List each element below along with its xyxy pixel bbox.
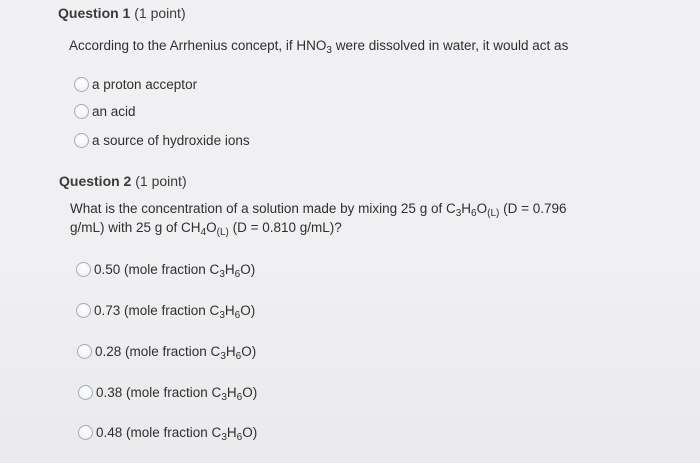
option-label: an acid [92,104,136,119]
question-2-option-1[interactable] [76,262,256,280]
option-label: 0.73 (mole fraction $C_3H_6O$) [94,303,256,321]
option-label: 0.48 (mole fraction $C_3H_6O$) [96,425,258,443]
radio-button[interactable] [74,104,89,119]
radio-button[interactable] [78,385,93,400]
radio-button[interactable] [77,344,92,359]
radio-button[interactable] [74,133,89,148]
question-1-heading [58,5,186,21]
question-1-option-1[interactable] [74,77,197,92]
option-label: 0.50 (mole fraction $C_3H_6O$) [94,262,256,280]
radio-button[interactable] [76,303,91,318]
option-label: a source of hydroxide ions [92,133,250,148]
question-2-option-5[interactable] [78,425,258,443]
radio-button[interactable] [78,425,93,440]
question-2-points: (1 point) [135,173,187,189]
question-1-text: According to the Arrhenius concept, if $HNO_3$ were dissolved in water, it would act as [69,38,569,56]
question-1-title: Question 1 [58,5,131,21]
option-label: 0.38 (mole fraction $C_3H_6O$) [96,385,258,403]
question-2-heading [59,173,187,189]
radio-button[interactable] [76,262,91,277]
question-1-points: (1 point) [134,5,186,21]
question-2-text-line-2: g/mL) with 25 g of $CH_4O_{(L)}$ (D = 0.810 g/mL)? [70,220,342,238]
question-2-text-line-1: What is the concentration of a solution made by mixing 25 g of $C_3H_6O_{(L)}$ (D = 0.796 [70,201,567,219]
option-label: a proton acceptor [92,77,198,92]
radio-button[interactable] [74,77,89,92]
question-2-text [70,199,590,237]
option-label: 0.28 (mole fraction $C_3H_6O$) [95,344,257,362]
question-2-option-2[interactable] [76,303,256,321]
question-2-option-3[interactable] [77,344,257,362]
question-1-option-2[interactable] [74,104,136,119]
question-1-option-3[interactable] [74,133,250,148]
question-2-option-4[interactable] [78,385,258,403]
question-2-title: Question 2 [59,173,132,189]
